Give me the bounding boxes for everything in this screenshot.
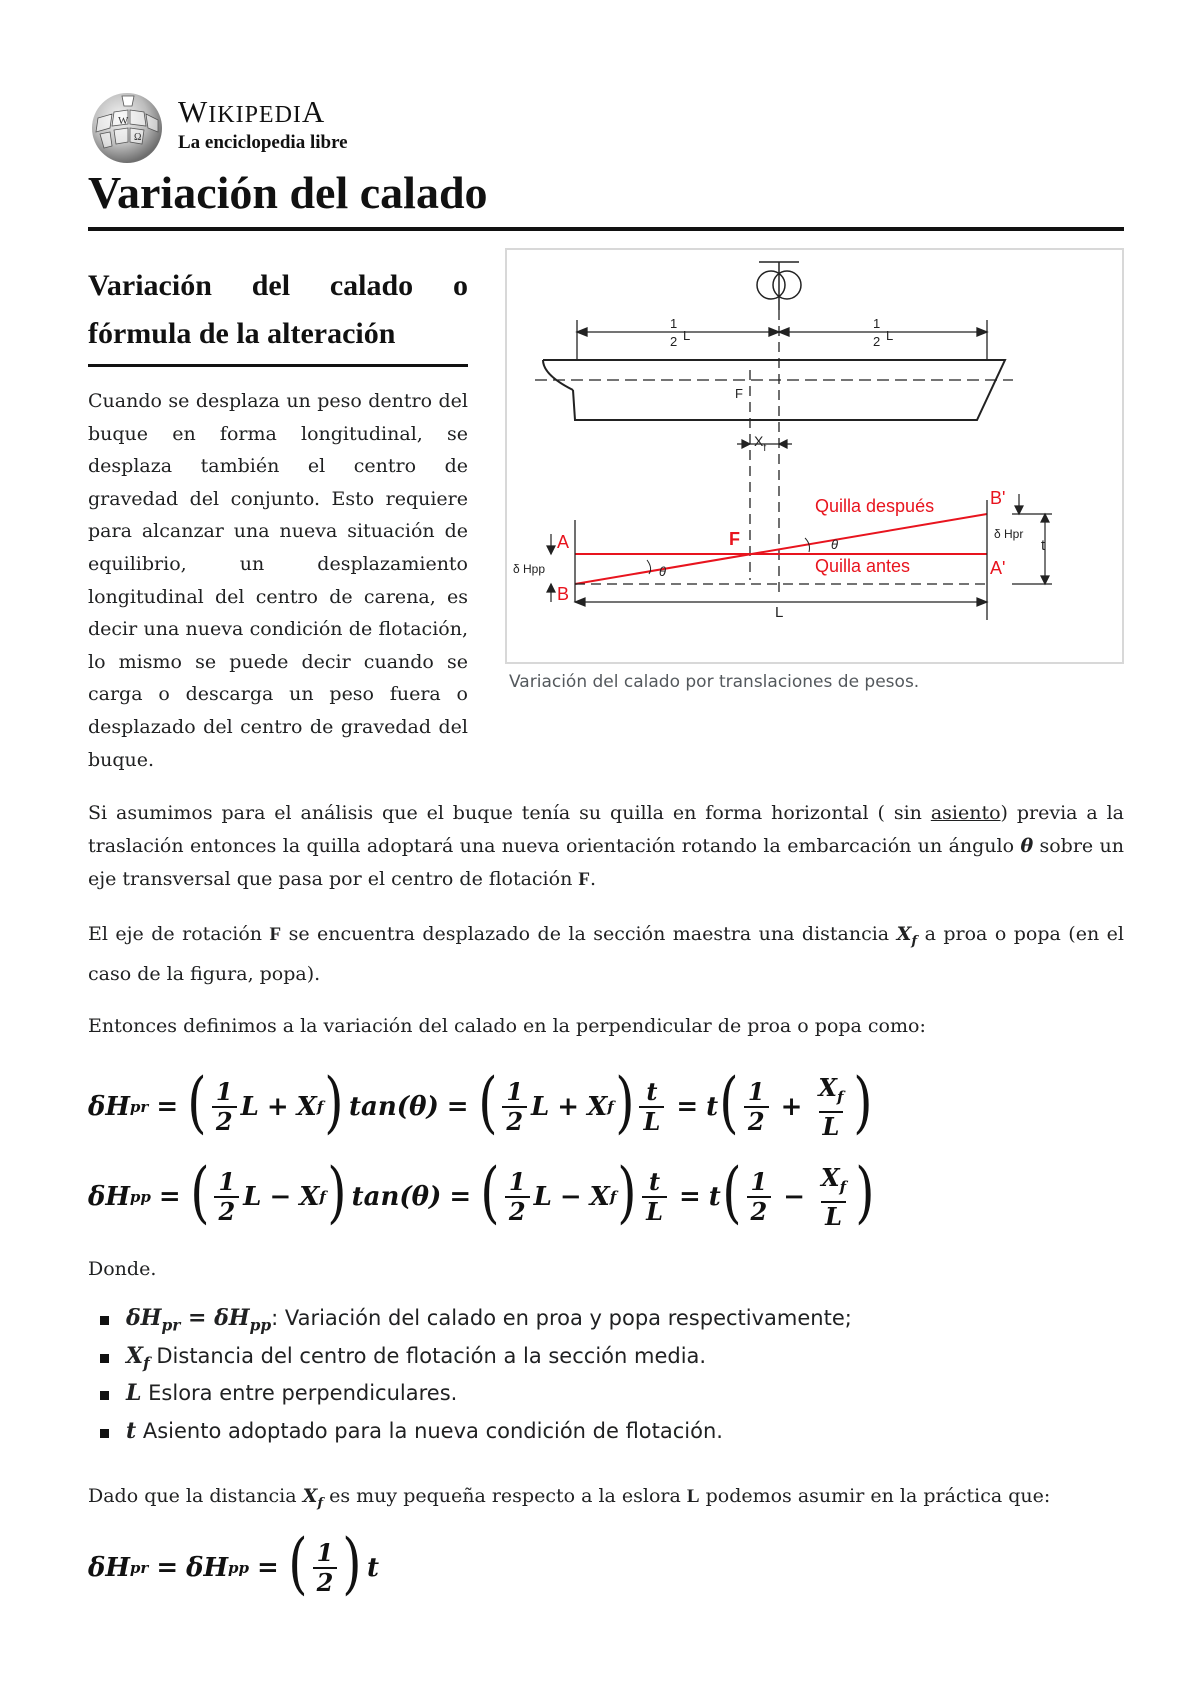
- paragraph-axis: El eje de rotación F se encuentra desplazado de la sección maestra una distancia $X_f$ a proa o popa (en el caso de la figura, popa).: [88, 923, 1124, 985]
- xf-label: $X_f$: [754, 433, 767, 454]
- half-den-right: 2: [873, 334, 881, 349]
- wikipedia-wordmark: WIKIPEDIA: [178, 94, 326, 129]
- theta-label-aft: θ: [659, 564, 667, 579]
- donde-label: Donde.: [88, 1258, 157, 1280]
- formula-stern: δH pp = ( $\frac{1}{2}$ L − X f ) tan(θ) = ( $\frac{1}{2}$ L − X f ) $\frac{t}{L}$ = t ( $\frac{1}{2}$ − $\frac{X_f}{L}$ ): [88, 1154, 875, 1231]
- f-label-keel: F: [729, 529, 740, 549]
- list-item: $\delta H_{pr} = \delta H_{pp}$: Variación del calado en proa y popa respectivamente;: [88, 1300, 1124, 1338]
- ship-hull: [543, 360, 1005, 420]
- keel-after-label: Quilla después: [815, 496, 935, 516]
- list-item: t Asiento adoptado para la nueva condición de flotación.: [88, 1413, 1124, 1451]
- definition-list: [88, 1300, 1124, 1450]
- half-l-left: L: [683, 328, 691, 343]
- a-prime-label: A': [990, 558, 1006, 578]
- half-num-right: 1: [873, 316, 881, 331]
- l-label: L: [775, 604, 784, 621]
- list-item: L Eslora entre perpendiculares.: [88, 1375, 1124, 1413]
- formula-bow: δH pr = ( $\frac{1}{2}$ L + X f ) tan(θ) = ( $\frac{1}{2}$ L + X f ) $\frac{t}{L}$ = t ( $\frac{1}{2}$ + $\frac{X_f}{L}$ ): [88, 1064, 873, 1141]
- f-label-hull: F: [735, 386, 743, 401]
- a-label: A: [557, 532, 570, 552]
- t-label: t: [1041, 537, 1046, 554]
- paragraph-approx: Dado que la distancia $X_f$ es muy pequeña respecto a la eslora L podemos asumir en la práctica que:: [88, 1485, 1051, 1511]
- list-item: $X_f$ Distancia del centro de flotación a la sección media.: [88, 1338, 1124, 1376]
- paragraph-define: Entonces definimos a la variación del calado en la perpendicular de proa o popa como:: [88, 1015, 926, 1037]
- figure-image[interactable]: [505, 248, 1124, 664]
- page-title: Variación del calado: [88, 167, 488, 218]
- half-den-left: 2: [670, 334, 678, 349]
- section-heading: Variación del calado o fórmula de la alteración: [88, 269, 468, 350]
- theta-label-fwd: θ: [831, 537, 839, 552]
- keel-before-label: Quilla antes: [815, 556, 911, 576]
- half-num-left: 1: [670, 316, 678, 331]
- figure-caption: Variación del calado por translaciones de pesos.: [509, 672, 920, 692]
- b-label: B: [557, 584, 570, 604]
- half-length-dimensions: [577, 320, 987, 360]
- wikipedia-tagline: La enciclopedia libre: [178, 132, 348, 153]
- wikipedia-globe-icon: [88, 88, 166, 166]
- wikipedia-brand[interactable]: [88, 88, 508, 168]
- asiento-link[interactable]: asiento: [930, 802, 1001, 824]
- figure: [505, 248, 1124, 692]
- b-prime-label: B': [990, 488, 1006, 508]
- intro-paragraph: Cuando se desplaza un peso dentro del buque en forma longitudinal, se desplaza también el centro de gravedad del conjunto. Esto requiere para alcanzar una nueva situación de equilibrio, un desplazamiento longitudinal del centro de carena, es decir una nueva condición de flotación, lo mismo se puede decir cuando se carga o descarga un peso fuera o desplazado del centro de gravedad del buque.: [88, 390, 468, 771]
- keel-after-line: [575, 514, 987, 584]
- dhpp-label: δ Hpp: [513, 562, 546, 576]
- paragraph-rotation: Si asumimos para el análisis que el buque tenía su quilla en forma horizontal ( sin asiento) previa a la traslación entonces la quilla adoptará una nueva orientación rotando la embarcación un ángulo θ sobre un eje transversal que pasa por el centro de flotación F.: [88, 802, 1124, 890]
- dhpp-dimension: [547, 534, 555, 602]
- midship-symbol-icon: [757, 262, 801, 310]
- title-divider: [88, 227, 1124, 231]
- half-l-right: L: [886, 328, 894, 343]
- svg-text:Ω: Ω: [134, 132, 142, 143]
- formula-approx: δH pr = δH pp = ( $\frac{1}{2}$ ) t: [88, 1525, 380, 1602]
- dhpr-label: δ Hpr: [994, 527, 1024, 541]
- section-divider: [88, 364, 468, 367]
- svg-text:W: W: [118, 115, 129, 127]
- draft-variation-diagram: [507, 250, 1122, 662]
